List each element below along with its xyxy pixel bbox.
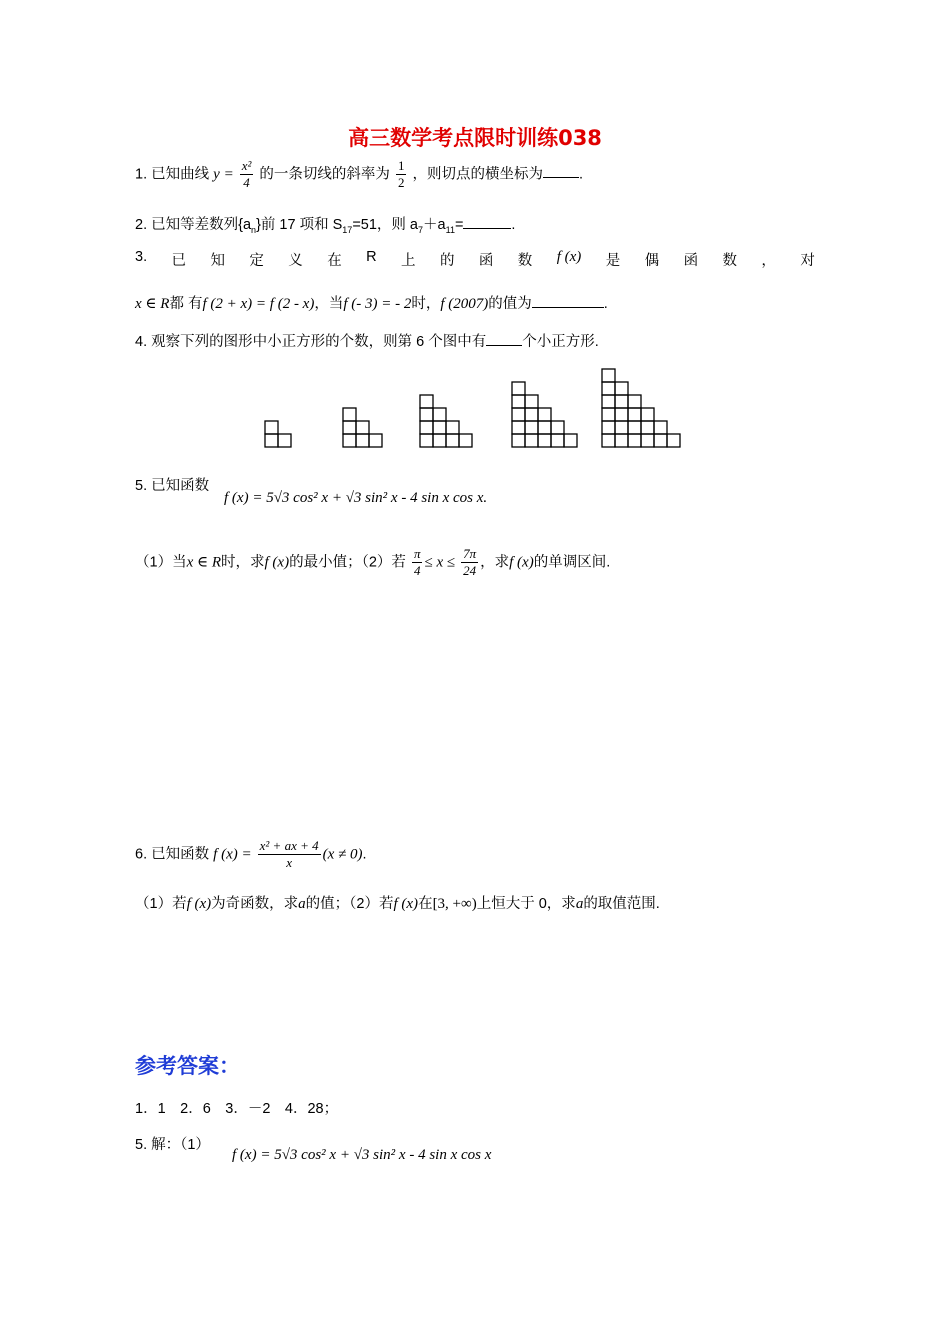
small-square: [538, 408, 551, 421]
q3-text: 的值为: [488, 296, 532, 312]
q1-number: 1.: [135, 166, 148, 183]
q5-function: f (x): [264, 554, 290, 571]
q3-word: 对: [800, 253, 815, 269]
q2-end: .: [511, 217, 516, 233]
q3-domain: x ∈ R: [135, 296, 170, 312]
q6-part2-label: 的值；（2）若: [305, 896, 394, 912]
small-square: [667, 434, 680, 447]
small-square: [278, 434, 291, 447]
small-square: [433, 408, 446, 421]
question-3-line-1: [135, 249, 815, 270]
q4-text-post: 个小正方形.: [522, 334, 599, 350]
q3-function: f (x): [556, 249, 582, 265]
answers-line-1: 1．1 2．6 3．－2 4．28；: [135, 1101, 339, 1117]
answers-heading: 参考答案：: [135, 1054, 240, 1078]
q5-range-upper-den: 24: [463, 563, 477, 578]
q5-text: 的单调区间.: [533, 554, 611, 571]
q1-end: .: [578, 166, 584, 183]
q3-word: 函: [683, 253, 699, 269]
small-square: [615, 421, 628, 434]
question-5: [135, 474, 209, 495]
q6-var-a: a: [575, 896, 584, 912]
small-square: [446, 434, 459, 447]
q6-number: 6.: [135, 846, 148, 863]
q5-range-mid: ≤ x ≤: [424, 554, 456, 571]
small-square: [265, 434, 278, 447]
small-square: [628, 434, 641, 447]
small-square: [356, 434, 369, 447]
q6-lhs: f (x) =: [213, 846, 252, 863]
small-square: [564, 434, 577, 447]
q5-number: 5.: [135, 478, 148, 494]
q3-text: 都 有: [169, 296, 203, 312]
q5-range-upper-num: 7π: [463, 546, 477, 561]
q6-fraction-den: x: [286, 855, 292, 870]
q2-eq: =: [454, 217, 464, 233]
q3-word: 偶: [644, 253, 660, 269]
small-square: [525, 408, 538, 421]
small-square: [602, 382, 615, 395]
q5-text-pre: 已知函数: [151, 478, 210, 494]
small-square: [551, 421, 564, 434]
q2-text-pre: 已知等差数列{a: [151, 217, 252, 233]
small-square: [615, 408, 628, 421]
question-5-parts: [135, 546, 610, 579]
q1-curve-numerator: x²: [241, 158, 252, 173]
small-square: [343, 421, 356, 434]
small-square: [602, 408, 615, 421]
q4-number: 4.: [135, 334, 148, 350]
q1-curve-denominator: 4: [243, 175, 250, 190]
q6-end: .: [362, 846, 367, 863]
q3-word: 定: [249, 253, 264, 269]
q1-eq-lhs: y =: [213, 166, 234, 183]
small-square: [551, 434, 564, 447]
small-square: [433, 434, 446, 447]
answers-line-2-label: 5. 解：（1）: [135, 1137, 210, 1153]
q6-text: 上恒大于 0，求: [476, 896, 576, 912]
small-square: [525, 395, 538, 408]
q3-word: 数: [722, 253, 737, 269]
q1-slope-numerator: 1: [397, 158, 405, 173]
q2-plus: ＋a: [423, 217, 446, 233]
q3-word: 的: [439, 253, 455, 269]
q5-part2-label: 的最小值；（2）若: [289, 554, 406, 571]
small-square: [615, 395, 628, 408]
q3-text: 时，: [411, 296, 441, 312]
small-square: [459, 434, 472, 447]
small-square: [433, 421, 446, 434]
small-square: [628, 421, 641, 434]
question-6: [135, 838, 367, 871]
small-square: [525, 434, 538, 447]
small-square: [641, 421, 654, 434]
q6-text-pre: 已知函数: [151, 846, 210, 863]
q2-text-mid: }前 17 项和 S: [256, 217, 343, 233]
q6-text: 在: [418, 896, 433, 912]
q6-function: f (x): [393, 896, 419, 912]
small-square: [356, 421, 369, 434]
small-square: [628, 395, 641, 408]
q6-condition: (x ≠ 0): [322, 846, 363, 863]
small-square: [512, 434, 525, 447]
small-square: [602, 369, 615, 382]
q5-range-upper: [461, 546, 478, 579]
q3-number: 3.: [135, 249, 148, 265]
small-square: [615, 382, 628, 395]
question-3-line-2: [135, 292, 608, 313]
answers-line-2-formula: f (x) = 5√3 cos² x + √3 sin² x - 4 sin x cos x: [232, 1147, 492, 1163]
q6-interval: [3, +∞): [432, 896, 477, 912]
question-4: [135, 330, 599, 351]
question-2: [135, 213, 515, 235]
q1-curve-fraction: [240, 158, 254, 191]
small-square: [615, 434, 628, 447]
q2-text-mid2: =51，则 a: [352, 217, 419, 233]
q3-word: 义: [288, 253, 303, 269]
small-square: [654, 421, 667, 434]
q6-text: 为奇函数，求: [211, 896, 299, 912]
q3-target: f (2007): [440, 296, 489, 312]
q3-word: R: [366, 249, 377, 265]
q5-formula: f (x) = 5√3 cos² x + √3 sin² x - 4 sin x cos x.: [224, 490, 488, 506]
small-square: [420, 434, 433, 447]
q3-word: 已: [171, 253, 187, 269]
q3-given-value: f (- 3) = - 2: [343, 296, 412, 312]
q3-word: 函: [478, 253, 494, 269]
small-square: [420, 421, 433, 434]
question-1: [135, 158, 583, 191]
small-square: [512, 421, 525, 434]
q2-sub-11: 11: [445, 224, 455, 235]
small-square: [641, 408, 654, 421]
small-square: [343, 408, 356, 421]
q3-word: ，: [761, 253, 776, 269]
small-square: [602, 421, 615, 434]
q1-text-pre: 已知曲线: [151, 166, 210, 183]
q3-text: ，当: [314, 296, 344, 312]
q4-answer-blank: [486, 331, 522, 346]
q3-word: 上: [401, 253, 416, 269]
small-square: [538, 434, 551, 447]
small-square: [628, 408, 641, 421]
q3-word: 在: [327, 253, 342, 269]
question-6-parts: [135, 892, 660, 913]
small-square: [512, 395, 525, 408]
small-square: [512, 408, 525, 421]
q3-answer-blank: [532, 293, 604, 308]
q5-function: f (x): [509, 554, 534, 571]
small-square: [446, 421, 459, 434]
q5-range-lower-den: 4: [413, 563, 421, 578]
q2-sub-17: 17: [342, 224, 353, 235]
q5-range-lower-num: π: [413, 546, 421, 561]
q6-fraction-num: x² + ax + 4: [259, 838, 319, 853]
q3-end: .: [603, 296, 608, 312]
small-square: [602, 395, 615, 408]
small-square: [525, 421, 538, 434]
small-square: [602, 434, 615, 447]
q3-word: 知: [210, 253, 225, 269]
q6-text: 的取值范围.: [583, 896, 660, 912]
small-square: [265, 421, 278, 434]
small-square: [420, 408, 433, 421]
staircase-figures: [250, 360, 700, 455]
q1-slope-fraction: [396, 158, 407, 191]
q3-word: 数: [517, 253, 533, 269]
small-square: [512, 382, 525, 395]
q2-answer-blank: [463, 214, 511, 229]
q3-symmetry: f (2 + x) = f (2 - x): [202, 296, 315, 312]
q6-function: f (x): [186, 896, 212, 912]
q3-word: 是: [605, 253, 621, 269]
q4-text-pre: 观察下列的图形中小正方形的个数，则第 6 个图中有: [151, 334, 487, 350]
q1-text-post: ，则切点的横坐标为: [412, 166, 543, 183]
q2-number: 2.: [135, 217, 148, 233]
small-square: [538, 421, 551, 434]
q6-fraction: [258, 838, 321, 871]
q6-var-a: a: [298, 896, 306, 912]
q2-sub-n: n: [251, 224, 257, 235]
q1-answer-blank: [543, 163, 579, 178]
q5-domain: x ∈ R: [186, 554, 222, 571]
small-square: [343, 434, 356, 447]
q5-text: ，求: [480, 554, 510, 571]
small-square: [641, 434, 654, 447]
small-square: [369, 434, 382, 447]
q5-part1-label: （1）当: [135, 554, 187, 571]
q5-text: 时，求: [221, 554, 265, 571]
page-title: 高三数学考点限时训练038: [348, 126, 602, 150]
q1-slope-denominator: 2: [397, 175, 405, 190]
small-square: [420, 395, 433, 408]
small-square: [654, 434, 667, 447]
q6-part1-label: （1）若: [135, 896, 187, 912]
q2-sub-7: 7: [418, 224, 424, 235]
q5-range-lower: [412, 546, 423, 579]
q1-text-mid: 的一条切线的斜率为: [259, 166, 390, 183]
